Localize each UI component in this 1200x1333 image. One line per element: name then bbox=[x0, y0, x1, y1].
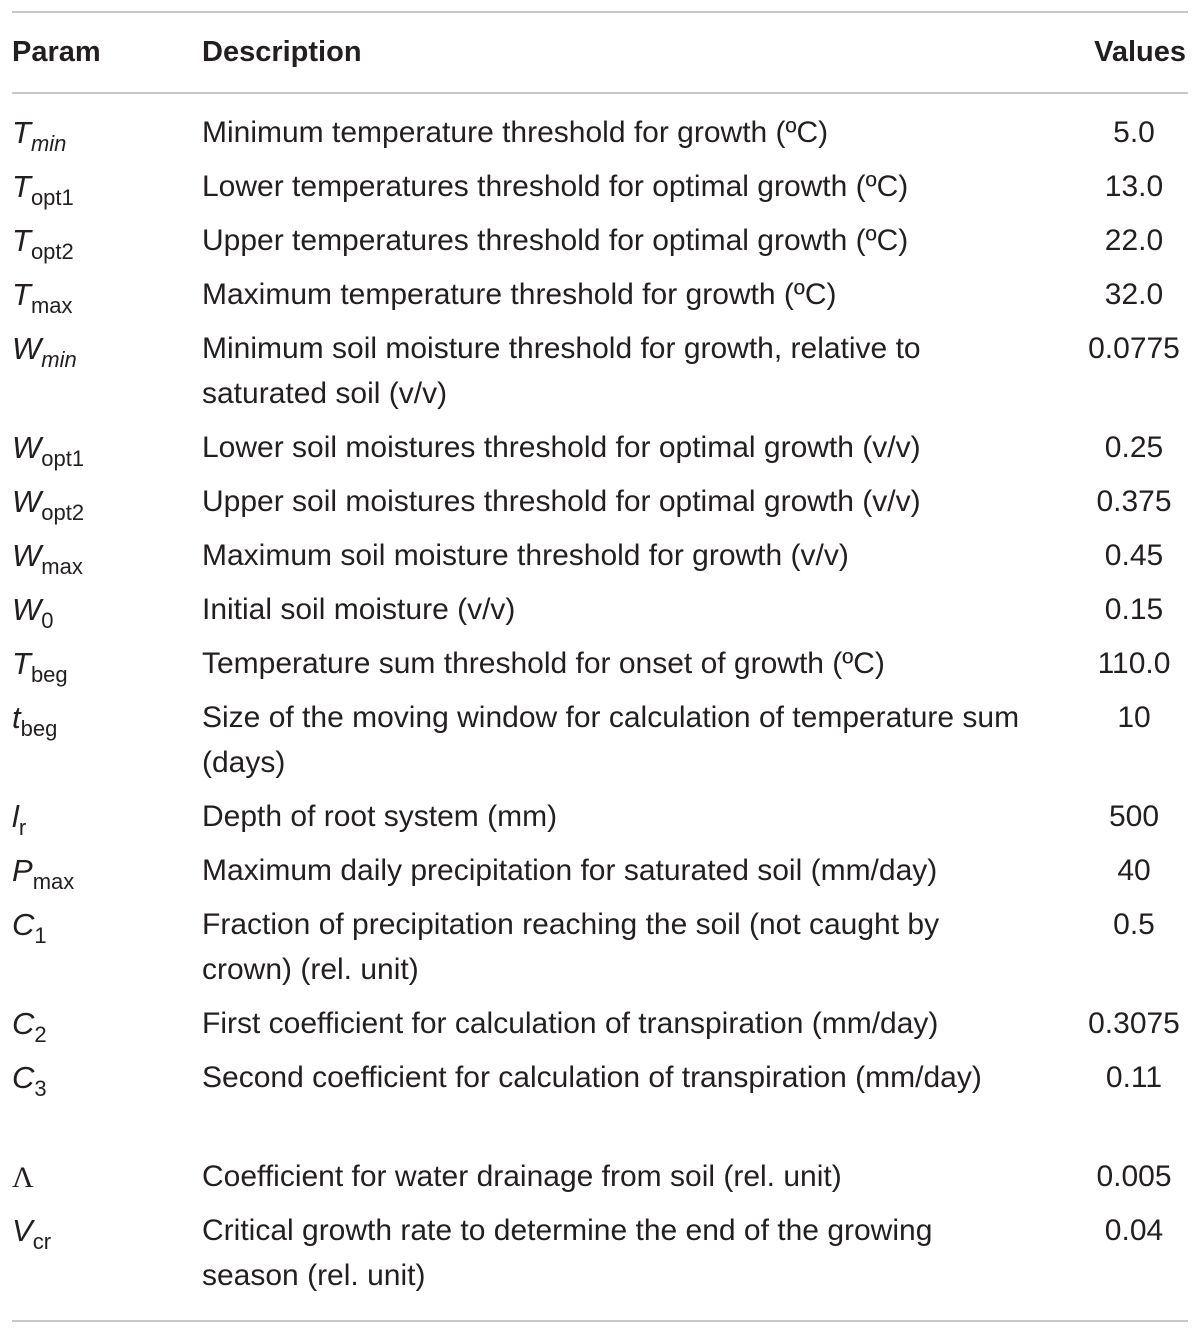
param-value: 0.5 bbox=[1113, 908, 1155, 941]
param-value: 40 bbox=[1117, 854, 1151, 887]
param-symbol: $W_{min}$ bbox=[12, 331, 77, 372]
table-row bbox=[0, 218, 1200, 272]
table-row bbox=[0, 1055, 1200, 1154]
param-value: 32.0 bbox=[1104, 278, 1164, 311]
param-description: Depth of root system (mm) bbox=[202, 800, 558, 833]
header-rule bbox=[12, 92, 1188, 94]
param-description: Second coefficient for calculation of transpiration (mm/day) bbox=[202, 1061, 982, 1094]
param-description: Initial soil moisture (v/v) bbox=[202, 593, 516, 626]
param-description: Coefficient for water drainage from soil (rel. unit) bbox=[202, 1160, 842, 1193]
param-description: Upper temperatures threshold for optimal growth (ºC) bbox=[202, 224, 909, 257]
table-row bbox=[0, 272, 1200, 326]
table-row bbox=[0, 110, 1200, 164]
param-description: Upper soil moistures threshold for optimal growth (v/v) bbox=[202, 485, 921, 518]
table-row bbox=[0, 164, 1200, 218]
param-description: Size of the moving window for calculation of temperature sum (days) bbox=[202, 701, 1020, 779]
table-row bbox=[0, 1001, 1200, 1055]
param-value: 0.04 bbox=[1104, 1214, 1164, 1247]
param-description: Lower temperatures threshold for optimal growth (ºC) bbox=[202, 170, 909, 203]
param-value: 5.0 bbox=[1113, 116, 1155, 149]
param-symbol: $W_{max}$ bbox=[12, 538, 83, 579]
param-value: 0.3075 bbox=[1088, 1007, 1180, 1040]
param-description: Lower soil moistures threshold for optimal growth (v/v) bbox=[202, 431, 921, 464]
table-row bbox=[0, 326, 1200, 425]
param-symbol: $W_0$ bbox=[12, 592, 54, 633]
table-bottom-rule bbox=[12, 1320, 1188, 1322]
param-value: 10 bbox=[1117, 701, 1151, 734]
param-symbol: Λ bbox=[12, 1161, 34, 1194]
values-column-header: Values bbox=[1094, 36, 1186, 68]
param-value: 0.005 bbox=[1096, 1160, 1172, 1193]
table-header bbox=[0, 27, 1200, 77]
table-row bbox=[0, 794, 1200, 848]
param-value: 110.0 bbox=[1097, 647, 1171, 680]
param-value: 0.25 bbox=[1104, 431, 1164, 464]
param-description: Maximum daily precipitation for saturated soil (mm/day) bbox=[202, 854, 938, 887]
param-value: 0.11 bbox=[1105, 1061, 1163, 1094]
param-value: 22.0 bbox=[1104, 224, 1164, 257]
param-value: 0.45 bbox=[1104, 539, 1164, 572]
table-row bbox=[0, 902, 1200, 1001]
param-symbol: $T_{opt2}$ bbox=[12, 223, 74, 264]
param-symbol: $T_{beg}$ bbox=[12, 646, 68, 687]
param-value: 0.15 bbox=[1104, 593, 1164, 626]
table-body bbox=[0, 110, 1200, 1307]
param-symbol: $P_{max}$ bbox=[12, 853, 75, 894]
param-symbol: $V_{cr}$ bbox=[12, 1213, 52, 1254]
param-description: Maximum temperature threshold for growth (ºC) bbox=[202, 278, 837, 311]
description-column-header: Description bbox=[202, 36, 362, 68]
table-row bbox=[0, 695, 1200, 794]
param-symbol: $T_{max}$ bbox=[12, 277, 73, 318]
table-top-rule bbox=[12, 11, 1188, 13]
param-column-header: Param bbox=[12, 36, 101, 68]
table-row bbox=[0, 533, 1200, 587]
param-symbol: $W_{opt2}$ bbox=[12, 484, 85, 525]
param-description: Fraction of precipitation reaching the soil (not caught by crown) (rel. unit) bbox=[202, 908, 940, 986]
param-description: Minimum soil moisture threshold for growth, relative to saturated soil (v/v) bbox=[202, 332, 921, 410]
param-symbol: $T_{opt1}$ bbox=[12, 169, 74, 210]
param-symbol: $t_{beg}$ bbox=[12, 700, 58, 741]
param-description: Critical growth rate to determine the end of the growing season (rel. unit) bbox=[202, 1214, 933, 1292]
param-symbol: $W_{opt1}$ bbox=[12, 430, 85, 471]
table-row bbox=[0, 848, 1200, 902]
table-row bbox=[0, 479, 1200, 533]
table-row bbox=[0, 1154, 1200, 1208]
param-value: 0.0775 bbox=[1088, 332, 1180, 365]
param-symbol: $l_r$ bbox=[12, 799, 27, 840]
param-symbol: $C_2$ bbox=[12, 1006, 47, 1047]
table-row bbox=[0, 425, 1200, 479]
table-row bbox=[0, 641, 1200, 695]
param-symbol: $T_{min}$ bbox=[12, 115, 67, 156]
param-value: 500 bbox=[1108, 800, 1160, 833]
table-row bbox=[0, 587, 1200, 641]
param-description: First coefficient for calculation of transpiration (mm/day) bbox=[202, 1007, 939, 1040]
param-description: Maximum soil moisture threshold for growth (v/v) bbox=[202, 539, 849, 572]
param-symbol: $C_1$ bbox=[12, 907, 47, 948]
param-description: Temperature sum threshold for onset of growth (ºC) bbox=[202, 647, 885, 680]
param-symbol: $C_3$ bbox=[12, 1060, 47, 1101]
param-value: 0.375 bbox=[1096, 485, 1172, 518]
param-description: Minimum temperature threshold for growth (ºC) bbox=[202, 116, 829, 149]
param-value: 13.0 bbox=[1104, 170, 1164, 203]
table-row bbox=[0, 1208, 1200, 1307]
